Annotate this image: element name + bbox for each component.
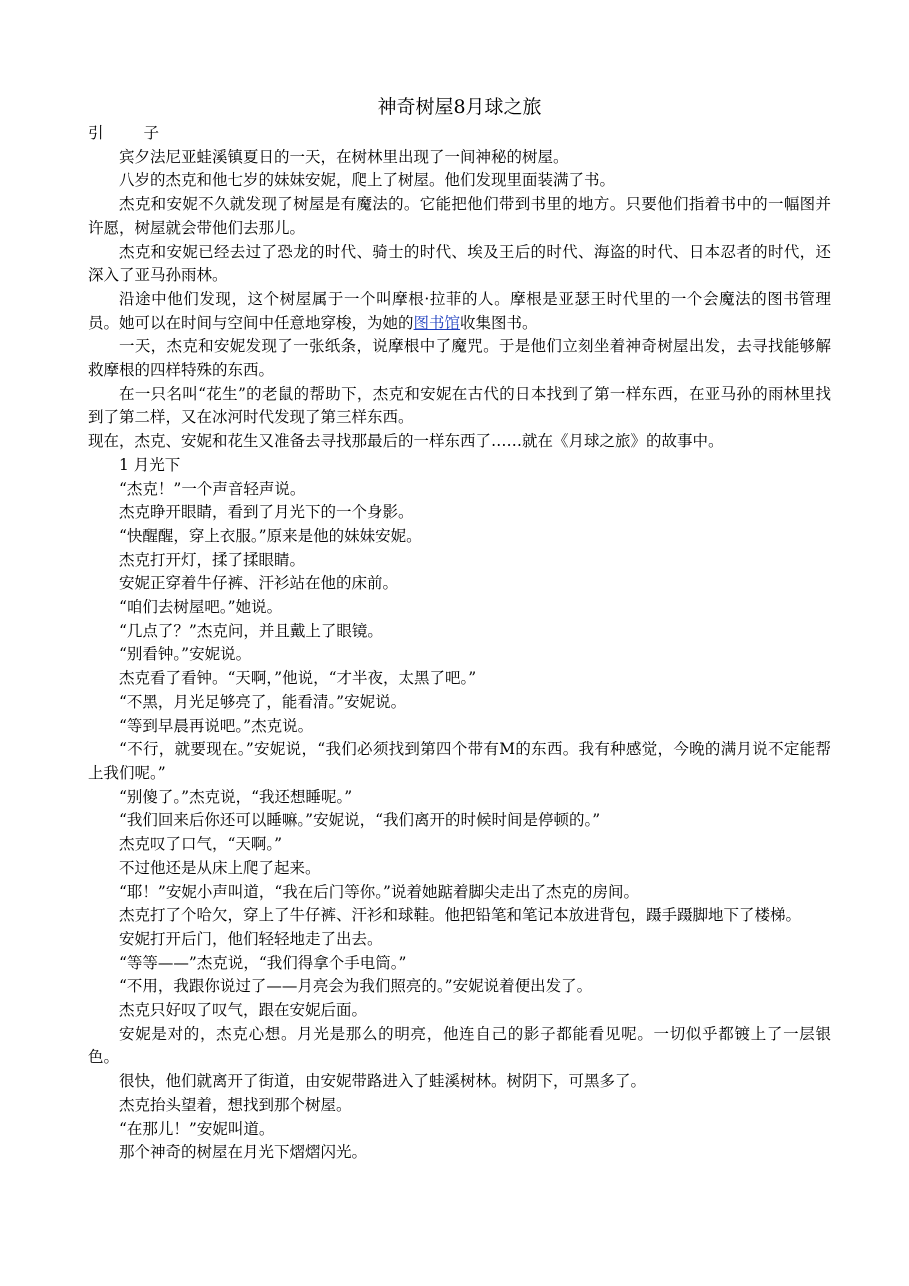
paragraph: 杰克只好叹了叹气，跟在安妮后面。 bbox=[119, 1001, 368, 1020]
chapter-title: 1 月光下 bbox=[119, 455, 181, 474]
paragraph: 现在，杰克、安妮和花生又准备去寻找那最后的一样东西了……就在《月球之旅》的故事中。 bbox=[88, 432, 724, 451]
paragraph: 安妮打开后门，他们轻轻地走了出去。 bbox=[119, 929, 383, 948]
intro-heading bbox=[88, 122, 831, 146]
paragraph: “耶！”安妮小声叫道，“我在后门等你。”说着她踮着脚尖走出了杰克的房间。 bbox=[119, 882, 639, 901]
paragraph: 很快，他们就离开了街道，由安妮带路进入了蛙溪树林。树阴下，可黑多了。 bbox=[119, 1072, 647, 1091]
paragraph: 杰克看了看钟。“天啊，”他说，“才半夜，太黑了吧。” bbox=[119, 669, 477, 688]
paragraph: “几点了？”杰克问，并且戴上了眼镜。 bbox=[119, 621, 383, 640]
paragraph-text: 沿途中他们发现，这个树屋属于一个叫摩根·拉菲的人。摩根是亚瑟王时代里的一个会魔法的图书管理员。她可以在时间与空间中任意地穿梭，为她的 bbox=[88, 289, 831, 332]
paragraph: 那个神奇的树屋在月光下熠熠闪光。 bbox=[119, 1143, 368, 1162]
paragraph: “咱们去树屋吧。”她说。 bbox=[119, 598, 283, 617]
paragraph: 安妮是对的，杰克心想。月光是那么的明亮，他连自己的影子都能看见呢。一切似乎都镀上了一层银色。 bbox=[88, 1024, 831, 1067]
paragraph: “我们回来后你还可以睡嘛。”安妮说，“我们离开的时候时间是停顿的。” bbox=[119, 811, 601, 830]
paragraph: “不行，就要现在。”安妮说，“我们必须找到第四个带有M的东西。我有种感觉，今晚的满月说不定能帮上我们呢。” bbox=[88, 740, 831, 782]
paragraph: 杰克打开灯，揉了揉眼睛。 bbox=[119, 550, 306, 569]
paragraph: 杰克打了个哈欠，穿上了牛仔裤、汗衫和球鞋。他把铅笔和笔记本放进背包，蹑手蹑脚地下了楼梯。 bbox=[119, 906, 802, 925]
paragraph: 杰克抬头望着，想找到那个树屋。 bbox=[119, 1095, 352, 1114]
paragraph-text: 收集图书。 bbox=[460, 313, 538, 332]
paragraph: “不用，我跟你说过了——月亮会为我们照亮的。”安妮说着便出发了。 bbox=[119, 977, 593, 996]
paragraph: “等到早晨再说吧。”杰克说。 bbox=[119, 716, 314, 735]
page-title: 神奇树屋8月球之旅 bbox=[377, 96, 542, 118]
paragraph-morgan bbox=[88, 288, 831, 335]
paragraph: “在那儿！”安妮叫道。 bbox=[119, 1119, 275, 1138]
library-link[interactable]: 图书馆 bbox=[413, 313, 461, 332]
paragraph: “别傻了。”杰克说，“我还想睡呢。” bbox=[119, 787, 353, 806]
paragraph: 安妮正穿着牛仔裤、汗衫站在他的床前。 bbox=[119, 574, 399, 593]
paragraph: “不黑，月光足够亮了，能看清。”安妮说。 bbox=[119, 692, 407, 711]
intro-heading-char-1: 引 bbox=[88, 124, 104, 142]
paragraph: 八岁的杰克和他七岁的妹妹安妮，爬上了树屋。他们发现里面装满了书。 bbox=[119, 171, 616, 190]
paragraph: “别看钟。”安妮说。 bbox=[119, 645, 252, 664]
intro-heading-char-2: 子 bbox=[143, 124, 160, 142]
paragraph: 在一只名叫“花生”的老鼠的帮助下，杰克和安妮在古代的日本找到了第一样东西，在亚马孙的雨林里找到了第二样，又在冰河时代发现了第三样东西。 bbox=[88, 384, 831, 427]
paragraph: 杰克叹了口气，“天啊。” bbox=[119, 835, 283, 854]
paragraph: 杰克和安妮已经去过了恐龙的时代、骑士的时代、埃及王后的时代、海盗的时代、日本忍者的时代，还深入了亚马孙雨林。 bbox=[88, 242, 831, 285]
paragraph: 杰克睁开眼睛，看到了月光下的一个身影。 bbox=[119, 503, 414, 522]
paragraph: 宾夕法尼亚蛙溪镇夏日的一天，在树林里出现了一间神秘的树屋。 bbox=[119, 147, 569, 166]
paragraph: 不过他还是从床上爬了起来。 bbox=[119, 858, 321, 877]
paragraph: 一天，杰克和安妮发现了一张纸条，说摩根中了魔咒。于是他们立刻坐着神奇树屋出发，去寻找能够解救摩根的四样特殊的东西。 bbox=[88, 337, 831, 380]
paragraph: “快醒醒，穿上衣服。”原来是他的妹妹安妮。 bbox=[119, 526, 422, 545]
paragraph: “杰克！”一个声音轻声说。 bbox=[119, 479, 306, 498]
paragraph: “等等——”杰克说，“我们得拿个手电筒。” bbox=[119, 953, 407, 972]
paragraph: 杰克和安妮不久就发现了树屋是有魔法的。它能把他们带到书里的地方。只要他们指着书中的一幅图并许愿，树屋就会带他们去那儿。 bbox=[88, 195, 831, 237]
